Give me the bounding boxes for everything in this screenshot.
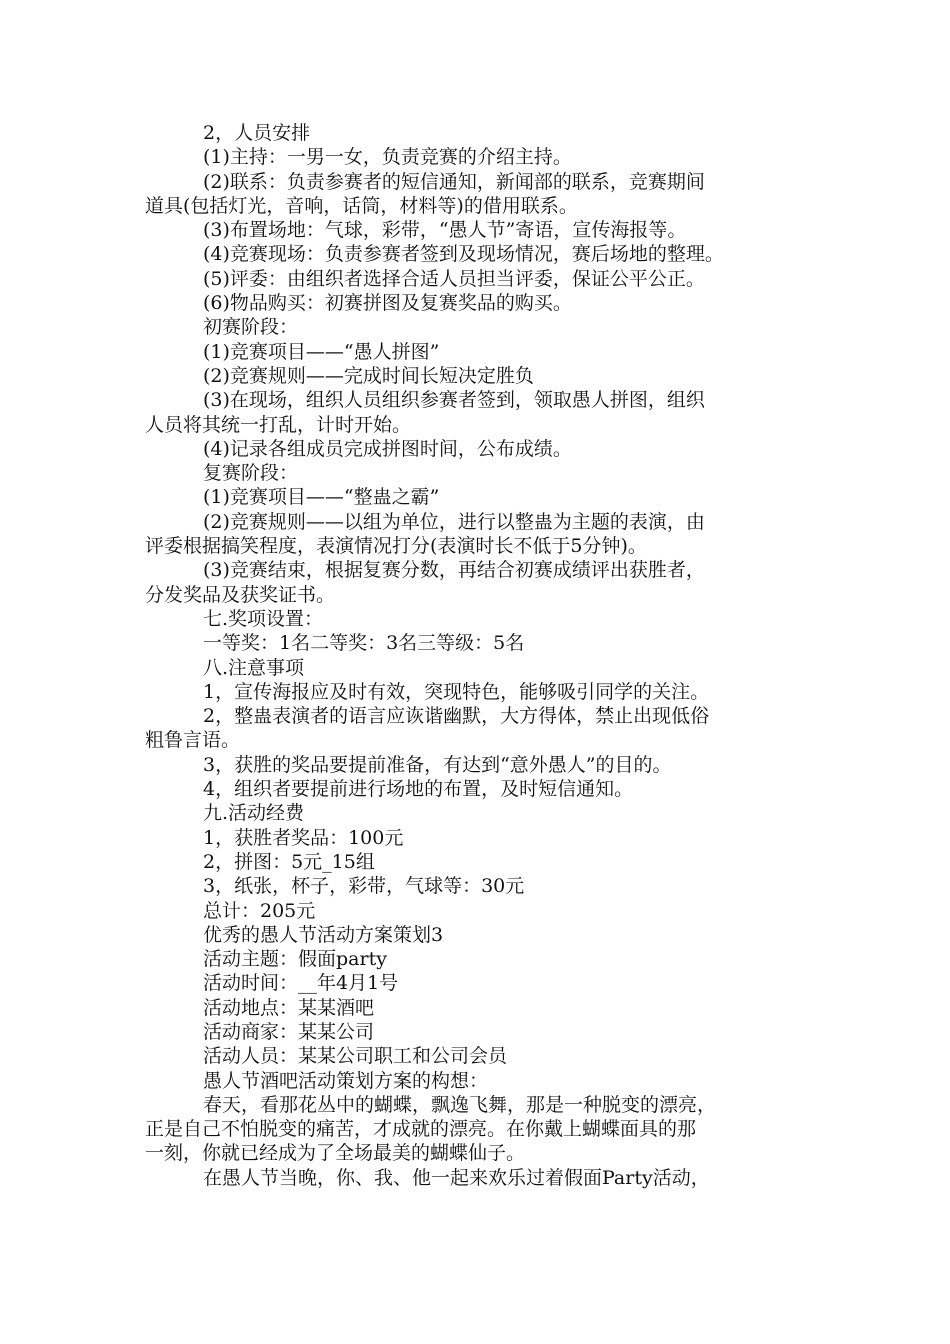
text-line: 2，整蛊表演者的语言应诙谐幽默，大方得体，禁止出现低俗 — [203, 705, 710, 728]
text-line: 活动主题：假面party — [203, 948, 387, 971]
text-line: 粗鲁言语。 — [145, 729, 241, 752]
text-line: 3，纸张，杯子，彩带，气球等：30元 — [203, 875, 525, 898]
text-line: (3)在现场，组织人员组织参赛者签到，领取愚人拼图，组织 — [203, 389, 705, 412]
text-line: (3)布置场地：气球，彩带，“愚人节”寄语，宣传海报等。 — [203, 219, 687, 242]
text-line: 正是自己不怕脱变的痛苦，才成就的漂亮。在你戴上蝴蝶面具的那 — [145, 1118, 697, 1141]
text-line: 活动人员：某某公司职工和公司会员 — [203, 1045, 508, 1068]
text-line: 在愚人节当晚，你、我、他一起来欢乐过着假面Party活动， — [203, 1166, 710, 1189]
text-line: (4)竞赛现场：负责参赛者签到及现场情况，赛后场地的整理。 — [203, 243, 724, 266]
text-line: 人员将其统一打乱，计时开始。 — [145, 413, 412, 436]
text-line: 活动时间：__年4月1号 — [203, 972, 399, 995]
text-line: (2)竞赛规则——以组为单位，进行以整蛊为主题的表演，由 — [203, 510, 705, 533]
text-line: 总计：205元 — [203, 899, 316, 922]
text-line: 复赛阶段： — [203, 462, 299, 485]
text-line: 八.注意事项 — [203, 656, 305, 679]
text-line: 春天，看那花丛中的蝴蝶，飘逸飞舞，那是一种脱变的漂亮， — [203, 1093, 717, 1116]
text-line: 2，人员安排 — [203, 122, 311, 144]
text-line: (1)竞赛项目——“整蛊之霸” — [203, 486, 440, 509]
text-line: 2，拼图：5元_15组 — [203, 850, 375, 873]
document-body — [145, 121, 815, 1190]
text-line: 道具(包括灯光，音响，话筒，材料等)的借用联系。 — [145, 194, 578, 217]
text-line: 一等奖：1名二等奖：3名三等级：5名 — [203, 632, 525, 655]
text-line: (1)竞赛项目——“愚人拼图” — [203, 340, 440, 363]
text-line: 4，组织者要提前进行场地的布置，及时短信通知。 — [203, 778, 634, 801]
text-line: 初赛阶段： — [203, 316, 299, 339]
text-line: 优秀的愚人节活动方案策划3 — [203, 923, 444, 946]
text-line: 活动商家：某某公司 — [203, 1020, 375, 1043]
text-line: (6)物品购买：初赛拼图及复赛奖品的购买。 — [203, 292, 572, 315]
text-line: 分发奖品及获奖证书。 — [145, 583, 336, 606]
text-line: (1)主持：一男一女，负责竞赛的介绍主持。 — [203, 146, 572, 169]
text-line: 活动地点：某某酒吧 — [203, 996, 375, 1019]
text-line: (2)联系：负责参赛者的短信通知，新闻部的联系，竞赛期间 — [203, 170, 705, 193]
text-line: 评委根据搞笑程度，表演情况打分(表演时长不低于5分钟)。 — [145, 535, 647, 558]
text-line: (5)评委：由组织者选择合适人员担当评委，保证公平公正。 — [203, 267, 705, 290]
text-line: 1，获胜者奖品：100元 — [203, 826, 404, 849]
text-line: 3，获胜的奖品要提前准备，有达到“意外愚人”的目的。 — [203, 753, 672, 776]
text-line: (2)竞赛规则——完成时间长短决定胜负 — [203, 364, 534, 387]
text-line: (4)记录各组成员完成拼图时间，公布成绩。 — [203, 437, 572, 460]
text-line: (3)竞赛结束，根据复赛分数，再结合初赛成绩评出获胜者， — [203, 559, 705, 582]
text-line: 七.奖项设置： — [203, 607, 324, 630]
text-line: 愚人节酒吧活动策划方案的构想： — [203, 1069, 489, 1092]
text-line: 九.活动经费 — [203, 802, 305, 825]
text-line: 1，宣传海报应及时有效，突现特色，能够吸引同学的关注。 — [203, 680, 710, 703]
text-line: 一刻，你就已经成为了全场最美的蝴蝶仙子。 — [145, 1142, 526, 1165]
